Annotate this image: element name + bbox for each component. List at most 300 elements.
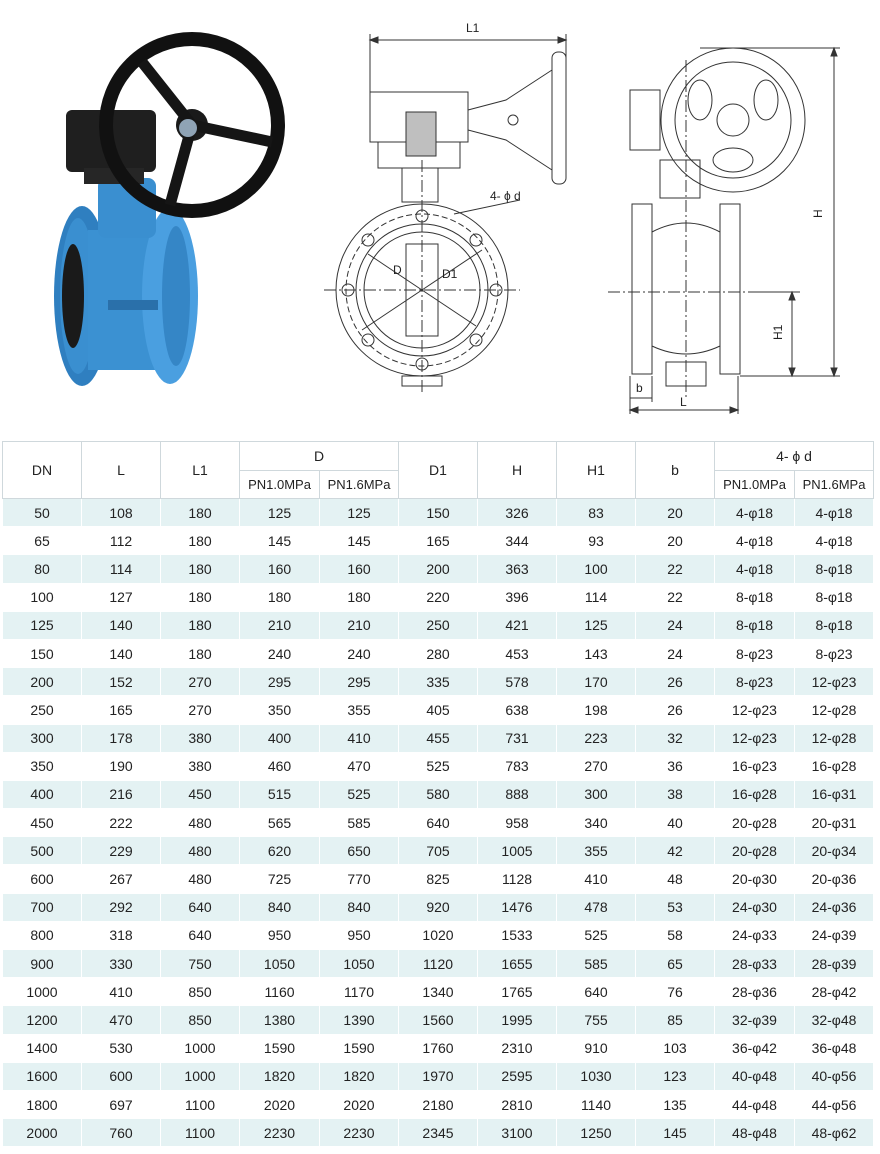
cell-bolts-pn16: 12-φ23 [795, 668, 874, 696]
cell-bolts-pn10: 20-φ30 [715, 865, 795, 893]
valve-drawing [0, 0, 880, 438]
header-d-pn16: PN1.6MPa [320, 471, 399, 499]
cell-d-pn16: 145 [320, 527, 399, 555]
cell-dn: 250 [3, 696, 82, 724]
table-row [3, 837, 874, 865]
side-view [608, 48, 840, 414]
cell-h: 888 [478, 780, 557, 808]
cell-d1: 200 [399, 555, 478, 583]
header-l: L [82, 442, 161, 499]
cell-dn: 450 [3, 809, 82, 837]
cell-bolts-pn16: 4-φ18 [795, 527, 874, 555]
cell-l: 216 [82, 780, 161, 808]
cell-l: 318 [82, 921, 161, 949]
cell-h1: 478 [557, 893, 636, 921]
cell-d-pn10: 400 [240, 724, 320, 752]
cell-bolts-pn10: 44-φ48 [715, 1090, 795, 1118]
table-row [3, 724, 874, 752]
cell-dn: 1600 [3, 1062, 82, 1090]
table-row [3, 527, 874, 555]
cell-h: 1128 [478, 865, 557, 893]
cell-l: 140 [82, 611, 161, 639]
cell-dn: 80 [3, 555, 82, 583]
cell-d-pn16: 1820 [320, 1062, 399, 1090]
cell-l1: 480 [161, 865, 240, 893]
cell-bolts-pn10: 24-φ30 [715, 893, 795, 921]
cell-l1: 1100 [161, 1119, 240, 1147]
cell-d1: 825 [399, 865, 478, 893]
cell-b: 123 [636, 1062, 715, 1090]
cell-h1: 1030 [557, 1062, 636, 1090]
cell-bolts-pn10: 16-φ23 [715, 752, 795, 780]
cell-dn: 1400 [3, 1034, 82, 1062]
cell-l: 330 [82, 950, 161, 978]
cell-h1: 755 [557, 1006, 636, 1034]
cell-b: 135 [636, 1090, 715, 1118]
cell-h1: 1250 [557, 1119, 636, 1147]
cell-d1: 525 [399, 752, 478, 780]
cell-b: 40 [636, 809, 715, 837]
cell-b: 24 [636, 611, 715, 639]
table-body [3, 499, 874, 1147]
header-h: H [478, 442, 557, 499]
cell-dn: 350 [3, 752, 82, 780]
header-d: D [240, 442, 399, 471]
cell-d-pn16: 410 [320, 724, 399, 752]
table-row [3, 1090, 874, 1118]
cell-h1: 910 [557, 1034, 636, 1062]
label-bolts: 4- ϕ d [490, 189, 521, 203]
header-dn: DN [3, 442, 82, 499]
table-row [3, 865, 874, 893]
cell-h1: 525 [557, 921, 636, 949]
cell-h1: 83 [557, 499, 636, 527]
cell-bolts-pn16: 32-φ48 [795, 1006, 874, 1034]
cell-dn: 1800 [3, 1090, 82, 1118]
cell-d-pn16: 1390 [320, 1006, 399, 1034]
cell-l1: 850 [161, 1006, 240, 1034]
cell-bolts-pn16: 44-φ56 [795, 1090, 874, 1118]
cell-d-pn10: 2230 [240, 1119, 320, 1147]
cell-dn: 300 [3, 724, 82, 752]
cell-l1: 750 [161, 950, 240, 978]
cell-d1: 1020 [399, 921, 478, 949]
cell-l: 108 [82, 499, 161, 527]
cell-d1: 1760 [399, 1034, 478, 1062]
cell-l1: 1000 [161, 1062, 240, 1090]
cell-l: 267 [82, 865, 161, 893]
cell-l1: 850 [161, 978, 240, 1006]
cell-h1: 270 [557, 752, 636, 780]
cell-l: 140 [82, 639, 161, 667]
cell-b: 42 [636, 837, 715, 865]
cell-b: 22 [636, 583, 715, 611]
cell-l: 190 [82, 752, 161, 780]
cell-d1: 2180 [399, 1090, 478, 1118]
table-row [3, 696, 874, 724]
cell-h: 363 [478, 555, 557, 583]
cell-b: 38 [636, 780, 715, 808]
table-row [3, 780, 874, 808]
cell-d-pn10: 725 [240, 865, 320, 893]
cell-h1: 143 [557, 639, 636, 667]
table-row [3, 499, 874, 527]
header-bolts-pn10: PN1.0MPa [715, 471, 795, 499]
cell-h: 731 [478, 724, 557, 752]
cell-bolts-pn16: 16-φ31 [795, 780, 874, 808]
cell-dn: 800 [3, 921, 82, 949]
cell-bolts-pn16: 4-φ18 [795, 499, 874, 527]
cell-b: 48 [636, 865, 715, 893]
cell-l: 178 [82, 724, 161, 752]
cell-dn: 50 [3, 499, 82, 527]
cell-d-pn10: 565 [240, 809, 320, 837]
cell-d-pn10: 460 [240, 752, 320, 780]
cell-dn: 1200 [3, 1006, 82, 1034]
cell-bolts-pn10: 4-φ18 [715, 499, 795, 527]
cell-b: 103 [636, 1034, 715, 1062]
cell-l1: 180 [161, 583, 240, 611]
cell-b: 53 [636, 893, 715, 921]
label-l1: L1 [466, 21, 480, 35]
cell-bolts-pn16: 28-φ42 [795, 978, 874, 1006]
cell-d-pn10: 350 [240, 696, 320, 724]
cell-bolts-pn10: 32-φ39 [715, 1006, 795, 1034]
cell-d-pn16: 240 [320, 639, 399, 667]
label-h1: H1 [771, 324, 785, 340]
cell-b: 26 [636, 696, 715, 724]
cell-b: 65 [636, 950, 715, 978]
cell-l1: 180 [161, 499, 240, 527]
cell-d1: 1340 [399, 978, 478, 1006]
cell-d-pn16: 210 [320, 611, 399, 639]
cell-d1: 705 [399, 837, 478, 865]
cell-dn: 700 [3, 893, 82, 921]
cell-d1: 405 [399, 696, 478, 724]
cell-dn: 100 [3, 583, 82, 611]
cell-bolts-pn16: 8-φ18 [795, 583, 874, 611]
cell-bolts-pn10: 8-φ23 [715, 668, 795, 696]
table-row [3, 668, 874, 696]
label-l: L [680, 395, 687, 409]
cell-b: 26 [636, 668, 715, 696]
cell-h: 578 [478, 668, 557, 696]
table-row [3, 1062, 874, 1090]
cell-dn: 900 [3, 950, 82, 978]
header-b: b [636, 442, 715, 499]
cell-d-pn10: 295 [240, 668, 320, 696]
cell-b: 85 [636, 1006, 715, 1034]
table-row [3, 950, 874, 978]
cell-b: 36 [636, 752, 715, 780]
cell-h1: 198 [557, 696, 636, 724]
cell-d1: 1970 [399, 1062, 478, 1090]
cell-l1: 180 [161, 639, 240, 667]
label-d1: D1 [442, 267, 458, 281]
cell-l1: 380 [161, 752, 240, 780]
cell-bolts-pn16: 24-φ39 [795, 921, 874, 949]
cell-d-pn10: 515 [240, 780, 320, 808]
cell-dn: 2000 [3, 1119, 82, 1147]
cell-d-pn16: 650 [320, 837, 399, 865]
cell-h1: 93 [557, 527, 636, 555]
cell-bolts-pn10: 8-φ18 [715, 583, 795, 611]
cell-bolts-pn10: 16-φ28 [715, 780, 795, 808]
cell-dn: 125 [3, 611, 82, 639]
cell-d-pn10: 1590 [240, 1034, 320, 1062]
cell-h: 958 [478, 809, 557, 837]
cell-h1: 223 [557, 724, 636, 752]
cell-l1: 480 [161, 809, 240, 837]
table-row [3, 893, 874, 921]
cell-h: 1476 [478, 893, 557, 921]
cell-b: 76 [636, 978, 715, 1006]
cell-h: 453 [478, 639, 557, 667]
table-row [3, 809, 874, 837]
cell-d-pn10: 145 [240, 527, 320, 555]
header-d-pn10: PN1.0MPa [240, 471, 320, 499]
cell-bolts-pn10: 8-φ23 [715, 639, 795, 667]
cell-l1: 640 [161, 921, 240, 949]
cell-d-pn10: 1820 [240, 1062, 320, 1090]
cell-bolts-pn10: 12-φ23 [715, 724, 795, 752]
cell-b: 22 [636, 555, 715, 583]
table-row [3, 1034, 874, 1062]
cell-h1: 1140 [557, 1090, 636, 1118]
cell-b: 145 [636, 1119, 715, 1147]
table-row [3, 583, 874, 611]
cell-d-pn16: 525 [320, 780, 399, 808]
cell-l: 292 [82, 893, 161, 921]
spec-table [2, 441, 874, 1147]
cell-d-pn16: 355 [320, 696, 399, 724]
cell-b: 20 [636, 499, 715, 527]
cell-d-pn16: 585 [320, 809, 399, 837]
cell-dn: 1000 [3, 978, 82, 1006]
cell-d-pn16: 470 [320, 752, 399, 780]
cell-d-pn16: 1590 [320, 1034, 399, 1062]
cell-bolts-pn10: 20-φ28 [715, 809, 795, 837]
table-row [3, 639, 874, 667]
cell-l1: 270 [161, 668, 240, 696]
cell-h1: 100 [557, 555, 636, 583]
cell-h: 1995 [478, 1006, 557, 1034]
cell-l: 600 [82, 1062, 161, 1090]
cell-dn: 150 [3, 639, 82, 667]
cell-l: 229 [82, 837, 161, 865]
cell-bolts-pn10: 24-φ33 [715, 921, 795, 949]
cell-bolts-pn16: 12-φ28 [795, 696, 874, 724]
cell-d-pn16: 295 [320, 668, 399, 696]
table-row [3, 1006, 874, 1034]
cell-d-pn10: 180 [240, 583, 320, 611]
cell-h: 3100 [478, 1119, 557, 1147]
cell-l1: 180 [161, 555, 240, 583]
cell-bolts-pn10: 28-φ36 [715, 978, 795, 1006]
cell-h1: 300 [557, 780, 636, 808]
cell-dn: 200 [3, 668, 82, 696]
cell-d-pn16: 160 [320, 555, 399, 583]
cell-bolts-pn16: 20-φ36 [795, 865, 874, 893]
cell-h: 326 [478, 499, 557, 527]
cell-l1: 640 [161, 893, 240, 921]
cell-dn: 400 [3, 780, 82, 808]
cell-h: 1533 [478, 921, 557, 949]
cell-d-pn10: 240 [240, 639, 320, 667]
cell-d-pn16: 840 [320, 893, 399, 921]
cell-h1: 640 [557, 978, 636, 1006]
cell-d1: 580 [399, 780, 478, 808]
cell-l: 152 [82, 668, 161, 696]
cell-l1: 450 [161, 780, 240, 808]
cell-d1: 280 [399, 639, 478, 667]
header-bolts-pn16: PN1.6MPa [795, 471, 874, 499]
cell-d-pn10: 620 [240, 837, 320, 865]
table-row [3, 921, 874, 949]
cell-d-pn16: 2230 [320, 1119, 399, 1147]
cell-d-pn10: 2020 [240, 1090, 320, 1118]
label-b: b [636, 381, 643, 395]
label-d: D [393, 263, 402, 277]
cell-h: 344 [478, 527, 557, 555]
cell-bolts-pn16: 16-φ28 [795, 752, 874, 780]
cell-d-pn16: 1050 [320, 950, 399, 978]
cell-d1: 2345 [399, 1119, 478, 1147]
cell-bolts-pn16: 40-φ56 [795, 1062, 874, 1090]
cell-bolts-pn16: 8-φ18 [795, 555, 874, 583]
cell-b: 24 [636, 639, 715, 667]
front-view [324, 34, 566, 392]
cell-d1: 150 [399, 499, 478, 527]
cell-h1: 410 [557, 865, 636, 893]
cell-h1: 585 [557, 950, 636, 978]
cell-bolts-pn16: 8-φ23 [795, 639, 874, 667]
cell-l: 222 [82, 809, 161, 837]
cell-h1: 340 [557, 809, 636, 837]
cell-l1: 480 [161, 837, 240, 865]
cell-d1: 250 [399, 611, 478, 639]
cell-h: 1765 [478, 978, 557, 1006]
cell-l: 470 [82, 1006, 161, 1034]
cell-bolts-pn10: 4-φ18 [715, 555, 795, 583]
cell-l1: 380 [161, 724, 240, 752]
cell-d-pn10: 1380 [240, 1006, 320, 1034]
cell-d1: 1120 [399, 950, 478, 978]
header-d1: D1 [399, 442, 478, 499]
cell-h1: 125 [557, 611, 636, 639]
cell-b: 32 [636, 724, 715, 752]
cell-bolts-pn10: 4-φ18 [715, 527, 795, 555]
valve-photo [54, 39, 278, 386]
cell-h: 1005 [478, 837, 557, 865]
cell-b: 20 [636, 527, 715, 555]
cell-l: 760 [82, 1119, 161, 1147]
cell-bolts-pn16: 36-φ48 [795, 1034, 874, 1062]
cell-d-pn10: 160 [240, 555, 320, 583]
cell-h: 783 [478, 752, 557, 780]
table-row [3, 752, 874, 780]
header-bolts: 4- ϕ d [715, 442, 874, 471]
cell-d-pn16: 180 [320, 583, 399, 611]
cell-bolts-pn16: 48-φ62 [795, 1119, 874, 1147]
cell-bolts-pn16: 12-φ28 [795, 724, 874, 752]
cell-bolts-pn10: 12-φ23 [715, 696, 795, 724]
cell-bolts-pn16: 20-φ31 [795, 809, 874, 837]
cell-d-pn10: 1160 [240, 978, 320, 1006]
cell-d1: 220 [399, 583, 478, 611]
cell-d1: 455 [399, 724, 478, 752]
cell-bolts-pn10: 36-φ42 [715, 1034, 795, 1062]
cell-d1: 640 [399, 809, 478, 837]
cell-d1: 1560 [399, 1006, 478, 1034]
cell-d-pn10: 210 [240, 611, 320, 639]
cell-d-pn16: 770 [320, 865, 399, 893]
cell-l: 530 [82, 1034, 161, 1062]
header-l1: L1 [161, 442, 240, 499]
cell-bolts-pn10: 28-φ33 [715, 950, 795, 978]
cell-dn: 65 [3, 527, 82, 555]
cell-l: 697 [82, 1090, 161, 1118]
cell-l1: 270 [161, 696, 240, 724]
cell-bolts-pn16: 8-φ18 [795, 611, 874, 639]
cell-bolts-pn10: 40-φ48 [715, 1062, 795, 1090]
cell-dn: 500 [3, 837, 82, 865]
cell-d-pn10: 1050 [240, 950, 320, 978]
cell-l1: 1000 [161, 1034, 240, 1062]
cell-h: 638 [478, 696, 557, 724]
cell-l: 165 [82, 696, 161, 724]
cell-d1: 335 [399, 668, 478, 696]
cell-l: 410 [82, 978, 161, 1006]
cell-bolts-pn10: 8-φ18 [715, 611, 795, 639]
cell-h: 2310 [478, 1034, 557, 1062]
cell-d-pn16: 950 [320, 921, 399, 949]
table-row [3, 555, 874, 583]
cell-h: 1655 [478, 950, 557, 978]
cell-bolts-pn16: 20-φ34 [795, 837, 874, 865]
cell-d-pn16: 125 [320, 499, 399, 527]
cell-d-pn10: 950 [240, 921, 320, 949]
cell-d1: 920 [399, 893, 478, 921]
cell-d-pn16: 2020 [320, 1090, 399, 1118]
cell-d-pn10: 840 [240, 893, 320, 921]
cell-l: 112 [82, 527, 161, 555]
cell-bolts-pn16: 24-φ36 [795, 893, 874, 921]
cell-l: 127 [82, 583, 161, 611]
cell-d-pn10: 125 [240, 499, 320, 527]
label-h: H [811, 209, 825, 218]
table-row [3, 1119, 874, 1147]
cell-bolts-pn16: 28-φ39 [795, 950, 874, 978]
header-h1: H1 [557, 442, 636, 499]
cell-dn: 600 [3, 865, 82, 893]
cell-bolts-pn10: 48-φ48 [715, 1119, 795, 1147]
cell-h: 421 [478, 611, 557, 639]
cell-l1: 1100 [161, 1090, 240, 1118]
cell-l1: 180 [161, 527, 240, 555]
table-row [3, 978, 874, 1006]
cell-d-pn16: 1170 [320, 978, 399, 1006]
table-row [3, 611, 874, 639]
cell-h1: 170 [557, 668, 636, 696]
cell-l: 114 [82, 555, 161, 583]
cell-b: 58 [636, 921, 715, 949]
cell-h: 2810 [478, 1090, 557, 1118]
cell-h: 2595 [478, 1062, 557, 1090]
cell-h: 396 [478, 583, 557, 611]
cell-h1: 355 [557, 837, 636, 865]
cell-l1: 180 [161, 611, 240, 639]
